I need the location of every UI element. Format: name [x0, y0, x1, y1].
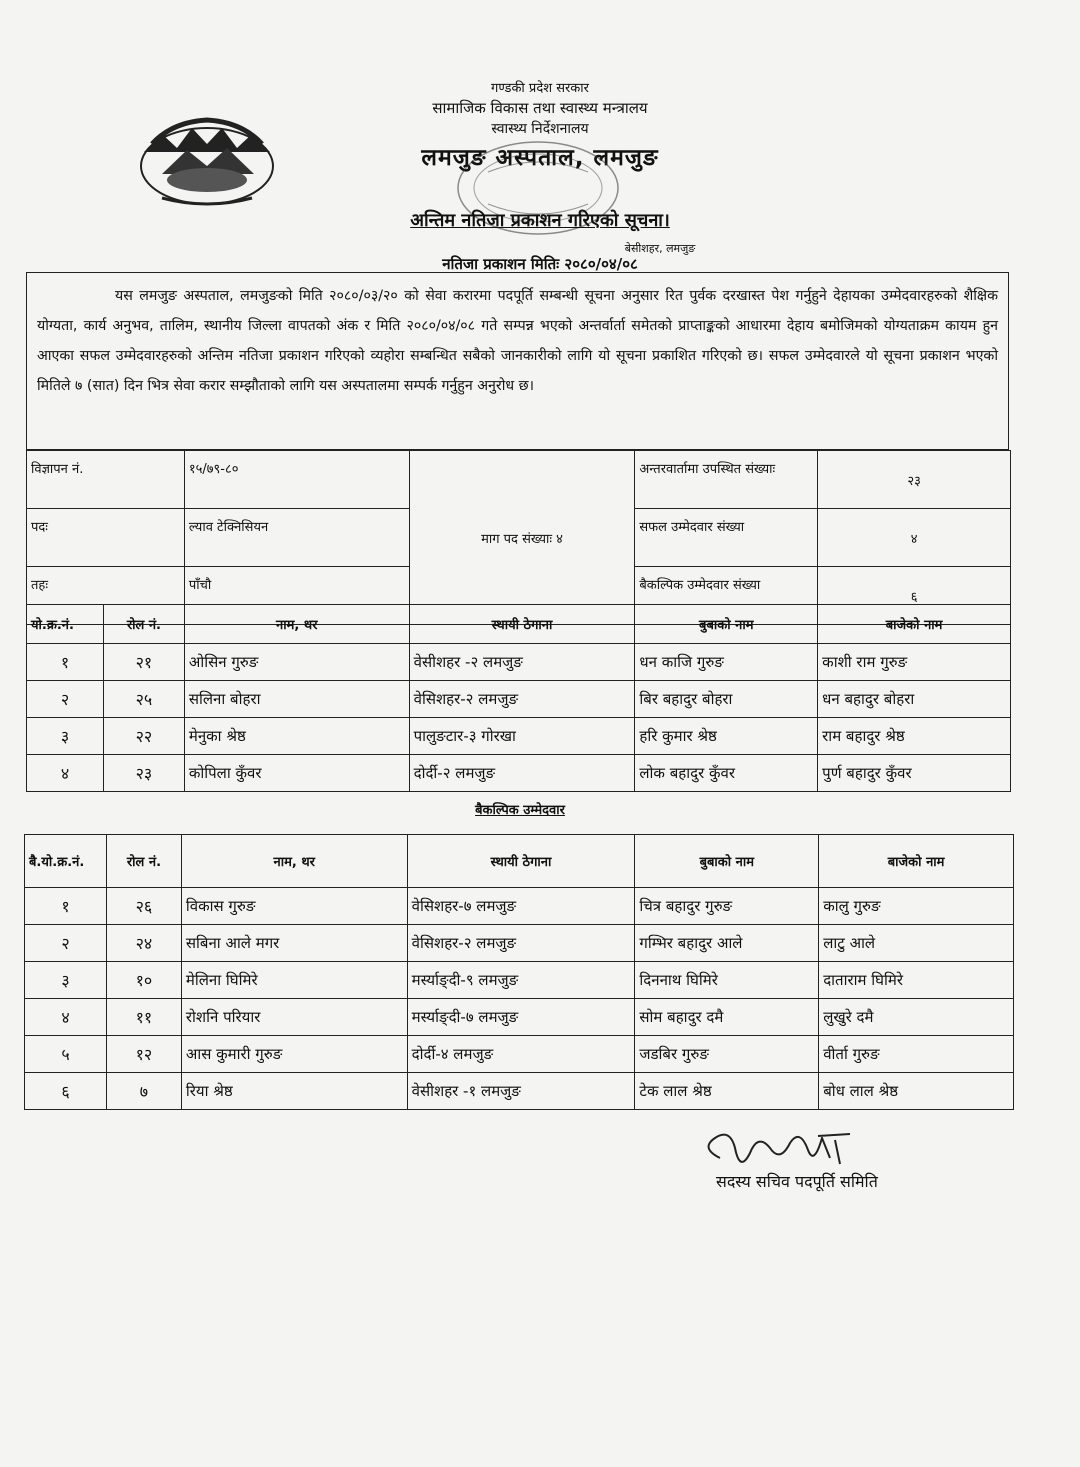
table-row	[27, 644, 1011, 681]
cell-father: हरि कुमार श्रेष्ठ	[635, 718, 818, 755]
cell-serial: ४	[25, 999, 107, 1036]
cell-address: दोर्दी-४ लमजुङ	[407, 1036, 635, 1073]
header-roll: रोल नं.	[103, 605, 184, 644]
cell-roll: २१	[103, 644, 184, 681]
cell-serial: ३	[25, 962, 107, 999]
level-label: तहः	[27, 567, 185, 625]
cell-father: लोक बहादुर कुँवर	[635, 755, 818, 792]
cell-father: जडबिर गुरुङ	[635, 1036, 819, 1073]
alternate-candidates-title: बैकल्पिक उम्मेदवार	[475, 803, 565, 818]
successful-candidates-table	[26, 604, 1011, 792]
cell-serial: ४	[27, 755, 104, 792]
cell-father: बिर बहादुर बोहरा	[635, 681, 818, 718]
notice-body-box	[26, 272, 1009, 450]
cell-roll: २२	[103, 718, 184, 755]
table-row	[25, 888, 1014, 925]
cell-serial: ६	[25, 1073, 107, 1110]
cell-grandfather: पुर्ण बहादुर कुँवर	[818, 755, 1011, 792]
cell-grandfather: लुखुरे दमै	[819, 999, 1014, 1036]
table-row	[25, 999, 1014, 1036]
level-value: पाँचौ	[184, 567, 409, 625]
post-label: पदः	[27, 509, 185, 567]
cell-father: सोम बहादुर दमै	[635, 999, 819, 1036]
table-row	[25, 925, 1014, 962]
interview-count-value: २३	[818, 451, 1011, 509]
cell-father: दिननाथ घिमिरे	[635, 962, 819, 999]
cell-address: वेसिशहर-२ लमजुङ	[407, 925, 635, 962]
cell-address: पालुङटार-३ गोरखा	[409, 718, 635, 755]
table-row	[27, 718, 1011, 755]
cell-roll: ११	[106, 999, 181, 1036]
cell-address: वेसीशहर -२ लमजुङ	[409, 644, 635, 681]
cell-address: मर्स्याङ्दी-७ लमजुङ	[407, 999, 635, 1036]
header-grandfather: बाजेको नाम	[818, 605, 1011, 644]
cell-serial: १	[27, 644, 104, 681]
cell-grandfather: बोध लाल श्रेष्ठ	[819, 1073, 1014, 1110]
ad-no-value: १५/७९-८०	[184, 451, 409, 509]
cell-father: धन काजि गुरुङ	[635, 644, 818, 681]
cell-name: मेनुका श्रेष्ठ	[184, 718, 409, 755]
cell-name: सलिना बोहरा	[184, 681, 409, 718]
cell-roll: २६	[106, 888, 181, 925]
alternate-candidates-table	[24, 834, 1014, 1110]
cell-name: सबिना आले मगर	[181, 925, 407, 962]
cell-grandfather: काशी राम गुरुङ	[818, 644, 1011, 681]
cell-name: आस कुमारी गुरुङ	[181, 1036, 407, 1073]
header-father: बुबाको नाम	[635, 605, 818, 644]
cell-grandfather: राम बहादुर श्रेष्ठ	[818, 718, 1011, 755]
header-address: स्थायी ठेगाना	[407, 835, 635, 888]
cell-grandfather: दाताराम घिमिरे	[819, 962, 1014, 999]
table-row	[25, 1036, 1014, 1073]
header-serial: बै.यो.क्र.नं.	[25, 835, 107, 888]
table-row	[27, 755, 1011, 792]
ad-no-label: विज्ञापन नं.	[27, 451, 185, 509]
alt-count-label: बैकल्पिक उम्मेदवार संख्या	[635, 567, 818, 625]
result-date: नतिजा प्रकाशन मितिः २०८०/०४/०८	[442, 255, 638, 273]
cell-grandfather: कालु गुरुङ	[819, 888, 1014, 925]
cell-grandfather: वीर्ता गुरुङ	[819, 1036, 1014, 1073]
notice-body-text: यस लमजुङ अस्पताल, लमजुङको मिति २०८०/०३/२० को सेवा करारमा पदपूर्ति सम्बन्धी सूचना अनुसार रित पुर्वक दरखास्त पेश गर्नुहुने देहायका उम्मेदवारहरुको शैक्षिक योग्यता, कार्य अनुभव, तालिम, स्थानीय जिल्ला वापतको अंक र मिति २०८०/०४/०८ गते सम्पन्न भएको अन्तर्वार्ता समेतको प्राप्ताङ्कको आधारमा देहाय बमोजिमको योग्यताक्रम कायम हुन आएका सफल उम्मेदवारहरुको अन्तिम नतिजा प्रकाशन गरिएको व्यहोरा सम्बन्धित सबैको जानकारीको लागि यो सूचना प्रकाशित गरिएको छ। सफल उम्मेदवारले यो सूचना प्रकाशन भएको मितिले ७ (सात) दिन भित्र सेवा करार सम्झौताको लागि यस अस्पतालमा सम्पर्क गर्नुहुन अनुरोध छ।	[37, 288, 998, 394]
header-name: नाम, थर	[184, 605, 409, 644]
cell-serial: ५	[25, 1036, 107, 1073]
cell-roll: १०	[106, 962, 181, 999]
cell-grandfather: लाटु आले	[819, 925, 1014, 962]
table-header-row	[27, 605, 1011, 644]
cell-father: चित्र बहादुर गुरुङ	[635, 888, 819, 925]
cell-name: कोपिला कुँवर	[184, 755, 409, 792]
cell-serial: १	[25, 888, 107, 925]
cell-father: टेक लाल श्रेष्ठ	[635, 1073, 819, 1110]
ministry-name: सामाजिक विकास तथा स्वास्थ्य मन्त्रालय	[432, 99, 648, 117]
table-header-row	[25, 835, 1014, 888]
cell-roll: ७	[106, 1073, 181, 1110]
vacancy-info-table	[26, 450, 1011, 625]
cell-serial: २	[25, 925, 107, 962]
government-name: गण्डकी प्रदेश सरकार	[491, 81, 589, 96]
table-row	[25, 962, 1014, 999]
cell-address: वेसीशहर -१ लमजुङ	[407, 1073, 635, 1110]
cell-address: वेसिशहर-७ लमजुङ	[407, 888, 635, 925]
cell-name: मेलिना घिमिरे	[181, 962, 407, 999]
table-row	[25, 1073, 1014, 1110]
cell-serial: ३	[27, 718, 104, 755]
header-serial: यो.क्र.नं.	[27, 605, 104, 644]
alt-count-value: ६	[818, 567, 1011, 625]
cell-roll: २४	[106, 925, 181, 962]
interview-count-label: अन्तरवार्तामा उपस्थित संख्याः	[635, 451, 818, 509]
header-roll: रोल नं.	[106, 835, 181, 888]
cell-serial: २	[27, 681, 104, 718]
table-row	[27, 681, 1011, 718]
header-address: स्थायी ठेगाना	[409, 605, 635, 644]
directorate-name: स्वास्थ्य निर्देशनालय	[491, 121, 589, 137]
cell-name: रोशनि परियार	[181, 999, 407, 1036]
cell-name: विकास गुरुङ	[181, 888, 407, 925]
cell-roll: २५	[103, 681, 184, 718]
success-count-value: ४	[818, 509, 1011, 567]
cell-roll: १२	[106, 1036, 181, 1073]
demand-count: माग पद संख्याः ४	[409, 451, 635, 625]
cell-address: वेसिशहर-२ लमजुङ	[409, 681, 635, 718]
cell-name: रिया श्रेष्ठ	[181, 1073, 407, 1110]
cell-father: गम्भिर बहादुर आले	[635, 925, 819, 962]
stamp-place: बेसीशहर, लमजुङ	[624, 242, 696, 255]
header-grandfather: बाजेको नाम	[819, 835, 1014, 888]
hospital-name: लमजुङ अस्पताल, लमजुङ	[421, 145, 659, 171]
cell-roll: २३	[103, 755, 184, 792]
cell-address: मर्स्याङ्दी-९ लमजुङ	[407, 962, 635, 999]
cell-address: दोर्दी-२ लमजुङ	[409, 755, 635, 792]
signatory-title: सदस्य सचिव पदपूर्ति समिति	[716, 1172, 878, 1191]
cell-name: ओसिन गुरुङ	[184, 644, 409, 681]
header-name: नाम, थर	[181, 835, 407, 888]
notice-title: अन्तिम नतिजा प्रकाशन गरिएको सूचना।	[410, 210, 670, 231]
success-count-label: सफल उम्मेदवार संख्या	[635, 509, 818, 567]
header-father: बुबाको नाम	[635, 835, 819, 888]
cell-grandfather: धन बहादुर बोहरा	[818, 681, 1011, 718]
post-value: ल्याव टेक्निसियन	[184, 509, 409, 567]
